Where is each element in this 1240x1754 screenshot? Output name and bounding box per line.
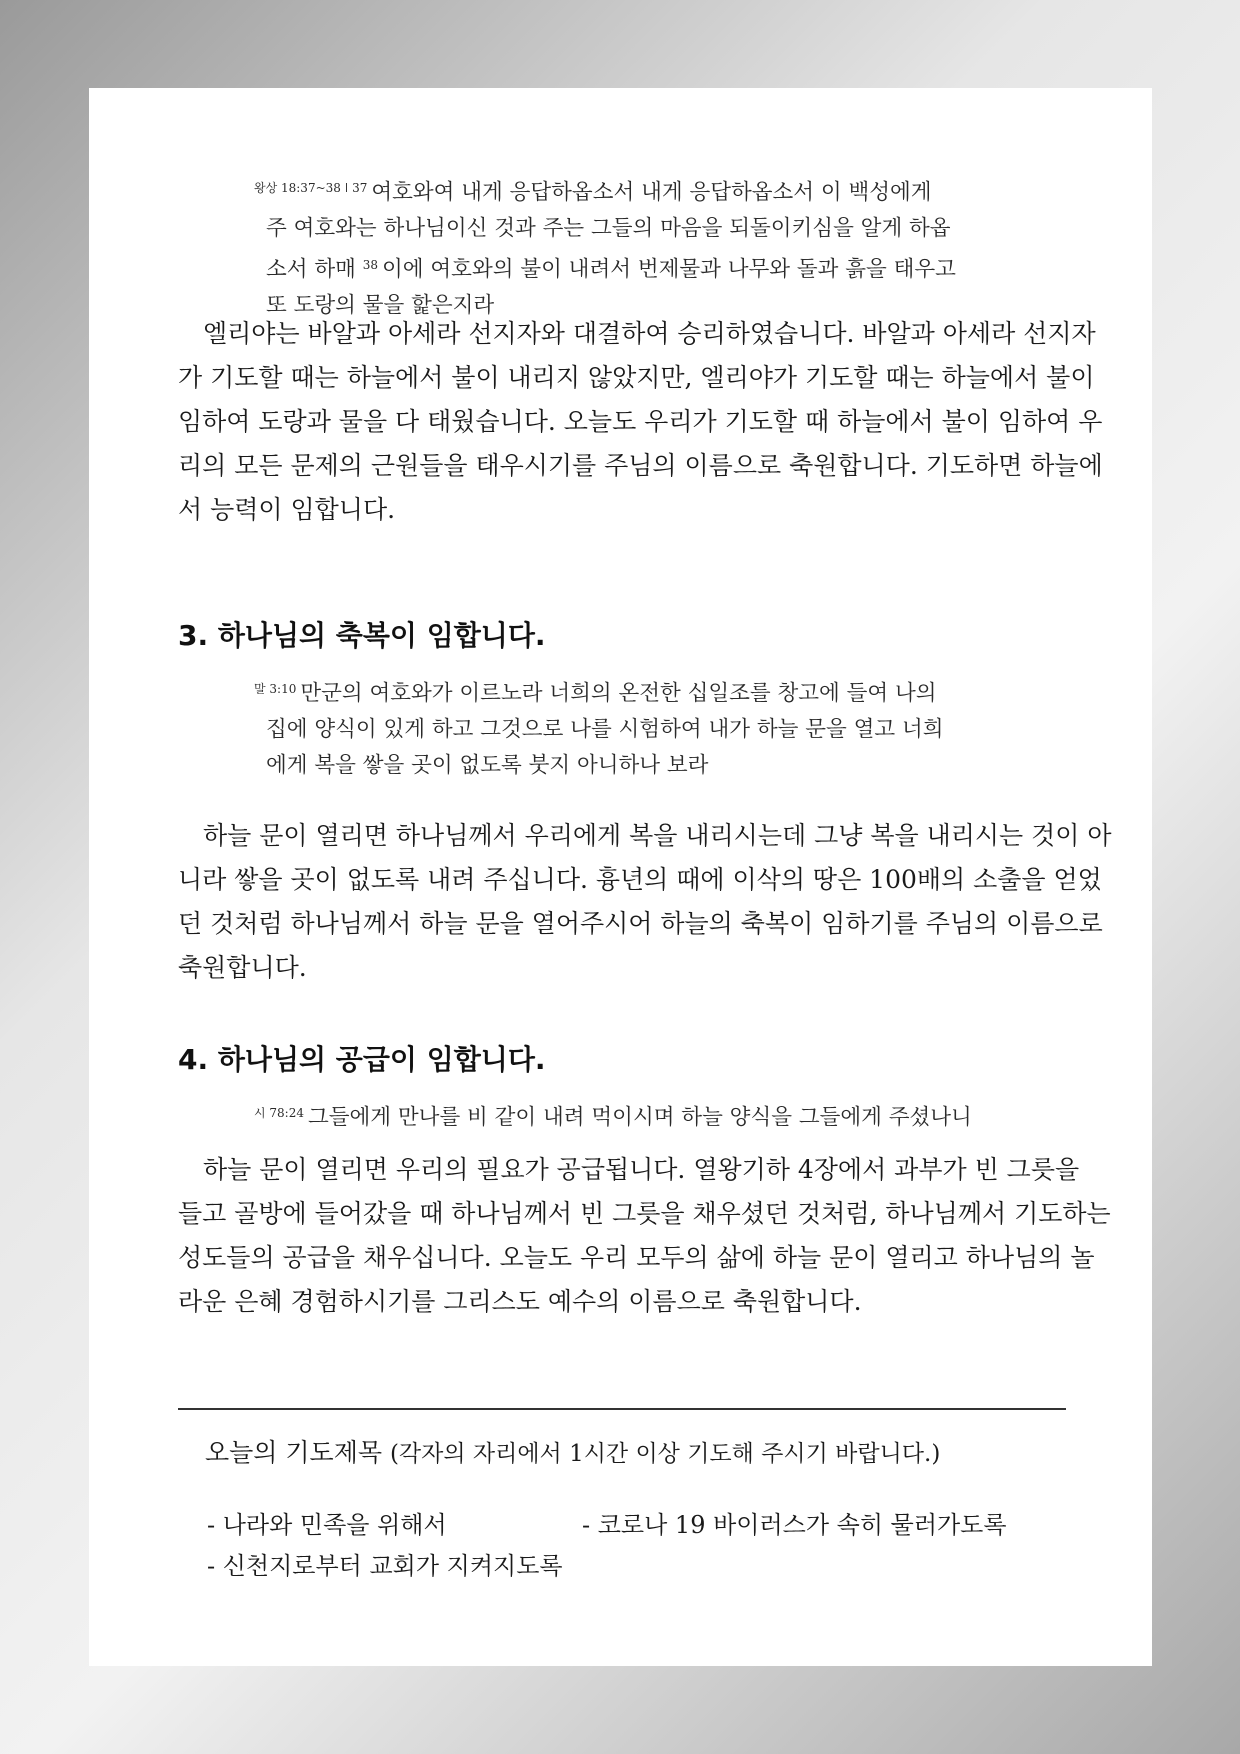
scripture-line: $^{말 3:10}$ 만군의 여호와가 이르노라 너희의 온전한 십일조를 창고에 들여 나의 xyxy=(254,681,937,706)
scripture-reference: 시 78:24 xyxy=(254,1106,304,1120)
scripture-quote-1 xyxy=(254,170,994,324)
prayer-item: - 코로나 19 바이러스가 속히 물러가도록 xyxy=(582,1511,1007,1539)
scripture-quote-3 xyxy=(254,1095,994,1136)
scripture-reference: 말 3:10 xyxy=(254,682,297,696)
prayer-title xyxy=(205,1433,940,1469)
scripture-line: 또 도랑의 물을 핥은지라 xyxy=(266,293,495,318)
paragraph-line: 축원합니다. xyxy=(178,953,307,982)
paragraph-line: 들고 골방에 들어갔을 때 하나님께서 빈 그릇을 채우셨던 것처럼, 하나님께서 기도하는 xyxy=(178,1199,1111,1228)
scripture-reference: 왕상 18:37~38 ǀ 37 xyxy=(254,181,368,195)
paragraph-line: 던 것처럼 하나님께서 하늘 문을 열어주시어 하늘의 축복이 임하기를 주님의 이름으로 xyxy=(178,909,1103,938)
scripture-line: 주 여호와는 하나님이신 것과 주는 그들의 마음을 되돌이키심을 알게 하옵 xyxy=(266,216,951,241)
scripture-line: 에게 복을 쌓을 곳이 없도록 붓지 아니하나 보라 xyxy=(266,753,709,778)
prayer-title-note: (각자의 자리에서 1시간 이상 기도해 주시기 바랍니다.) xyxy=(389,1441,941,1467)
body-paragraph-1 xyxy=(178,312,1103,532)
scripture-line: 소서 하매 $^{38}$ 이에 여호와의 불이 내려서 번제물과 나무와 돌과 흙을 태우고 xyxy=(266,257,956,282)
body-paragraph-3 xyxy=(178,1148,1111,1324)
paragraph-line: 가 기도할 때는 하늘에서 불이 내리지 않았지만, 엘리야가 기도할 때는 하늘에서 불이 xyxy=(178,363,1095,392)
paragraph-line: 니라 쌓을 곳이 없도록 내려 주십니다. 흉년의 때에 이삭의 땅은 100배의 소출을 얻었 xyxy=(178,865,1102,894)
paragraph-line: 하늘 문이 열리면 하나님께서 우리에게 복을 내리시는데 그냥 복을 내리시는 것이 아 xyxy=(203,821,1112,850)
section-heading-4: 4. 하나님의 공급이 임합니다. xyxy=(178,1043,546,1076)
prayer-item: - 나라와 민족을 위해서 xyxy=(207,1511,447,1539)
paragraph-line: 서 능력이 임합니다. xyxy=(178,495,396,524)
section-heading-3: 3. 하나님의 축복이 임합니다. xyxy=(178,619,546,652)
section-divider xyxy=(178,1408,1066,1410)
paragraph-line: 임하여 도랑과 물을 다 태웠습니다. 오늘도 우리가 기도할 때 하늘에서 불이 임하여 우 xyxy=(178,407,1103,436)
scripture-line: 집에 양식이 있게 하고 그것으로 나를 시험하여 내가 하늘 문을 열고 너희 xyxy=(266,717,944,742)
scripture-line: $^{시 78:24}$ 그들에게 만나를 비 같이 내려 먹이시며 하늘 양식을 그들에게 주셨나니 xyxy=(254,1105,972,1130)
scripture-line: $^{왕상 18:37\sim 38 ǀ 37}$ 여호와여 내게 응답하옵소서 내게 응답하옵소서 이 백성에게 xyxy=(254,180,932,205)
scripture-quote-2 xyxy=(254,671,994,784)
verse-number: 38 xyxy=(362,258,379,272)
paragraph-line: 성도들의 공급을 채우십니다. 오늘도 우리 모두의 삶에 하늘 문이 열리고 하나님의 놀 xyxy=(178,1243,1095,1272)
paragraph-line: 엘리야는 바알과 아세라 선지자와 대결하여 승리하였습니다. 바알과 아세라 선지자 xyxy=(203,319,1096,348)
paragraph-line: 리의 모든 문제의 근원들을 태우시기를 주님의 이름으로 축원합니다. 기도하면 하늘에 xyxy=(178,451,1103,480)
paragraph-line: 라운 은혜 경험하시기를 그리스도 예수의 이름으로 축원합니다. xyxy=(178,1287,862,1316)
prayer-item: - 신천지로부터 교회가 지켜지도록 xyxy=(207,1552,563,1580)
document-page xyxy=(89,88,1152,1666)
paragraph-line: 하늘 문이 열리면 우리의 필요가 공급됩니다. 열왕기하 4장에서 과부가 빈 그릇을 xyxy=(203,1155,1080,1184)
body-paragraph-2 xyxy=(178,814,1112,990)
prayer-title-label: 오늘의 기도제목 xyxy=(205,1438,382,1467)
